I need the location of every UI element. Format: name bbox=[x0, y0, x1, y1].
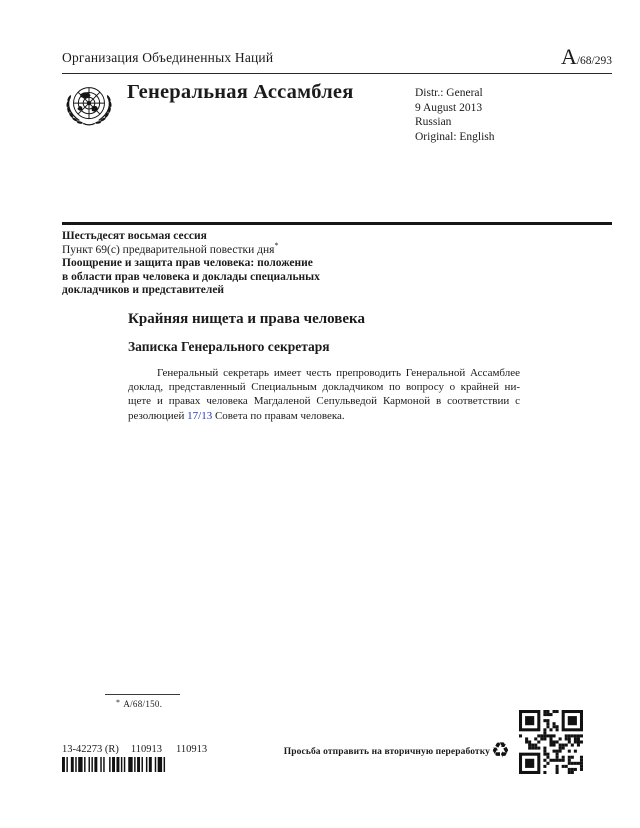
distribution-block bbox=[415, 86, 495, 144]
recycle-icon: ♻ bbox=[491, 738, 510, 762]
agenda-item: Пункт 69(c) предварительной повестки дня* bbox=[62, 240, 279, 256]
paragraph-line: Генеральный секретарь имеет честь препроводить Генеральной Ассамблее bbox=[157, 367, 520, 379]
agenda-subject-line1: Поощрение и защита прав человека: положение bbox=[62, 257, 313, 270]
agenda-subject-line3: докладчиков и представителей bbox=[62, 284, 225, 297]
footnote bbox=[116, 698, 162, 709]
session-block bbox=[62, 230, 462, 298]
agenda-subject-line2: в области прав человека и доклады специальных bbox=[62, 270, 320, 283]
doc-symbol-series: A bbox=[560, 44, 577, 69]
footnote-ref: * bbox=[274, 240, 279, 250]
section-divider bbox=[62, 222, 612, 225]
doc-symbol bbox=[0, 44, 612, 70]
distr-original: Original: English bbox=[415, 130, 495, 143]
org-name: Организация Объединенных Наций bbox=[62, 50, 274, 65]
job-number: 13-42273 (R) bbox=[62, 744, 119, 755]
resolution-link[interactable]: 17/13 bbox=[187, 409, 213, 422]
recycle-note: Просьба отправить на вторичную переработку bbox=[283, 747, 490, 757]
job-number-line bbox=[62, 744, 207, 755]
footnote-text: A/68/150. bbox=[123, 699, 163, 709]
qr-code bbox=[519, 710, 583, 774]
footnote-marker: * bbox=[116, 698, 121, 707]
distr-line: Distr.: General bbox=[415, 87, 483, 99]
report-title: Крайняя нищета и права человека bbox=[128, 311, 365, 327]
header-divider bbox=[62, 73, 612, 74]
distribution-date: 110913 bbox=[176, 744, 208, 755]
session-title: Шестьдесят восьмая сессия bbox=[62, 230, 207, 242]
un-emblem-icon bbox=[60, 78, 118, 136]
distr-language: Russian bbox=[415, 116, 452, 129]
distr-date: 9 August 2013 bbox=[415, 101, 483, 114]
footnote-divider bbox=[105, 694, 180, 695]
print-date: 110913 bbox=[130, 744, 162, 755]
doc-symbol-number: /68/293 bbox=[576, 55, 612, 67]
body-paragraph bbox=[128, 366, 520, 423]
paragraph-line: доклад, представленный Специальным докладчиком по вопросу о крайней ни- bbox=[128, 381, 520, 394]
barcode bbox=[62, 757, 168, 772]
paragraph-line: резолюцией 17/13 Совета по правам человека. bbox=[128, 409, 345, 422]
paragraph-line: щете и правах человека Магдаленой Сепульведой Кармоной в соответствии с bbox=[128, 395, 520, 408]
assembly-title: Генеральная Ассамблея bbox=[127, 81, 354, 103]
note-title: Записка Генерального секретаря bbox=[128, 339, 330, 354]
